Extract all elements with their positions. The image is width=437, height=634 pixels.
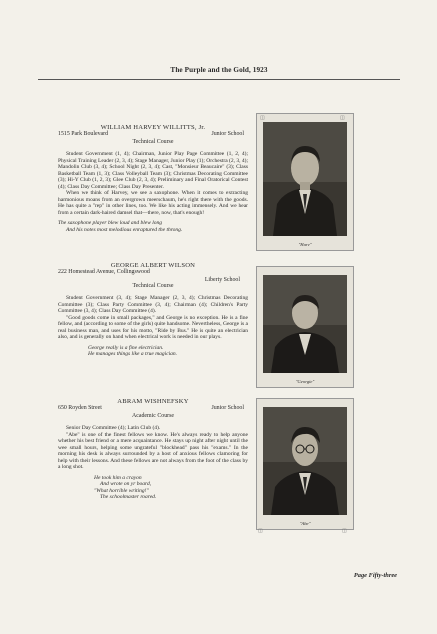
portrait-frame bbox=[256, 113, 354, 251]
poem-line: He took him a crayon bbox=[94, 474, 142, 481]
address-row bbox=[58, 131, 248, 139]
header-rule bbox=[38, 79, 400, 80]
student-school: Junior School bbox=[211, 131, 244, 137]
student-course: Technical Course bbox=[132, 283, 174, 289]
poem-line: He manages things like a true magician. bbox=[88, 351, 178, 357]
student-school: Junior School bbox=[211, 405, 244, 411]
poem-line: The schoolmaster roared. bbox=[100, 494, 157, 500]
entry-wilson bbox=[58, 262, 248, 358]
student-activities bbox=[58, 425, 248, 471]
poem-line: "What horrible writing!" bbox=[94, 487, 149, 494]
portrait-caption: "Harv" bbox=[298, 242, 312, 247]
description-paragraph: When we think of Harvey, we see a saxophone. When it comes to extracting harmonious moans from an overgrown meerschaum, he's right there with the goods. He has quite a "rep" in other lines, too. We like his acting immensely. And we hear from a certain dark-haired damsel that—there, now, that's enough! bbox=[58, 190, 248, 216]
student-name: ABRAM WISHNEFSKY bbox=[117, 398, 189, 405]
entry-willitts bbox=[58, 124, 248, 233]
student-name: WILLIAM HARVEY WILLITTS, Jr. bbox=[100, 124, 206, 131]
corner-ornament: ◫ bbox=[260, 116, 265, 121]
student-name: GEORGE ALBERT WILSON bbox=[110, 262, 196, 269]
student-address: 650 Royden Street bbox=[58, 405, 102, 411]
poem-line: The saxophone player blew loud and blew long bbox=[58, 220, 163, 226]
portrait-photo bbox=[263, 122, 347, 236]
poem-line: George really is a fine electrician. bbox=[88, 344, 164, 351]
student-poem bbox=[58, 220, 248, 233]
student-poem bbox=[94, 475, 248, 501]
poem-line: And his notes most melodious enraptured the throng. bbox=[66, 226, 183, 233]
corner-ornament: ◫ bbox=[342, 529, 347, 534]
student-activities bbox=[58, 151, 248, 216]
address-row bbox=[58, 405, 248, 413]
student-course: Technical Course bbox=[132, 139, 174, 145]
entry-wishnefsky bbox=[58, 398, 248, 501]
page-number: Page Fifty-three bbox=[353, 572, 397, 579]
corner-ornament: ◫ bbox=[340, 116, 345, 121]
student-activities bbox=[58, 295, 248, 341]
activities-paragraph: Student Government (3, 4); Stage Manager (2, 3, 4); Christmas Decorating Committee (3); Class Party Committee (3, 4); Chairman (4); Children's Party Committee (3, 4); Class Day Committee (4). bbox=[58, 295, 248, 314]
activities-paragraph: Senior Day Committee (4); Latin Club (4). bbox=[66, 425, 161, 431]
student-poem bbox=[88, 345, 248, 358]
student-course: Academic Course bbox=[131, 413, 175, 419]
portrait-image bbox=[263, 275, 347, 373]
description-paragraph: "Good goods come in small packages," and George is no exception. He is a fine fellow, and (according to some of the girls) quite handsome. Nevertheless, George is a real business man, and uses for his motto, "Ride by Bus." He is quite an electrician also, and is generally on hand when electrical work is needed in our plays. bbox=[58, 314, 248, 340]
student-school: Liberty School bbox=[204, 277, 240, 283]
portrait-image bbox=[263, 122, 347, 236]
description-paragraph: "Abe" is one of the finest fellows we know. He's always ready to help anyone whether his best friend or a mere acquaintance. He stays up night after night until the wee small hours, helping some ungrateful "blockhead" pass his "exams." In the morning his desk is always surrounded by a host of anxious fellows clamoring for help with their lessons. And these fellows are not always from the foot of the class by a long shot. bbox=[58, 431, 248, 470]
page-header-title: The Purple and the Gold, 1923 bbox=[170, 66, 268, 74]
portrait-caption: "Abe" bbox=[299, 521, 311, 526]
poem-line: And wrote on yr board, bbox=[100, 481, 152, 487]
student-address: 1515 Park Boulevard bbox=[58, 131, 109, 137]
portrait-frame bbox=[256, 398, 354, 530]
portrait-photo bbox=[263, 275, 347, 373]
student-address: 222 Homestead Avenue, Collingswood bbox=[58, 269, 150, 275]
portrait-image bbox=[263, 407, 347, 515]
address-row bbox=[58, 269, 248, 277]
corner-ornament: ◫ bbox=[258, 529, 263, 534]
portrait-caption: "Georgie" bbox=[295, 379, 315, 384]
portrait-frame bbox=[256, 266, 354, 388]
portrait-photo bbox=[263, 407, 347, 515]
activities-paragraph: Student Government (1, 4); Chairman, Junior Play Page Committee (1, 2, 4); Physical Training Leader (2, 3, 4); Stage Manager, Junior Play (1); Orchestra (2, 3, 4); Mandolin Club (3, 4); School Night (2, 3, 4); Cast, "Monsieur Beaucaire" (3); Class Basketball Team (1, 3); Class Volleyball Team (3); Christmas Decorating Committee (3); Hi-Y Club (1, 2, 3); Glee Club (2, 3, 4); Preliminary and Final Oratorical Contest (4); Class Day Committee; Class Day Presenter. bbox=[58, 151, 248, 190]
